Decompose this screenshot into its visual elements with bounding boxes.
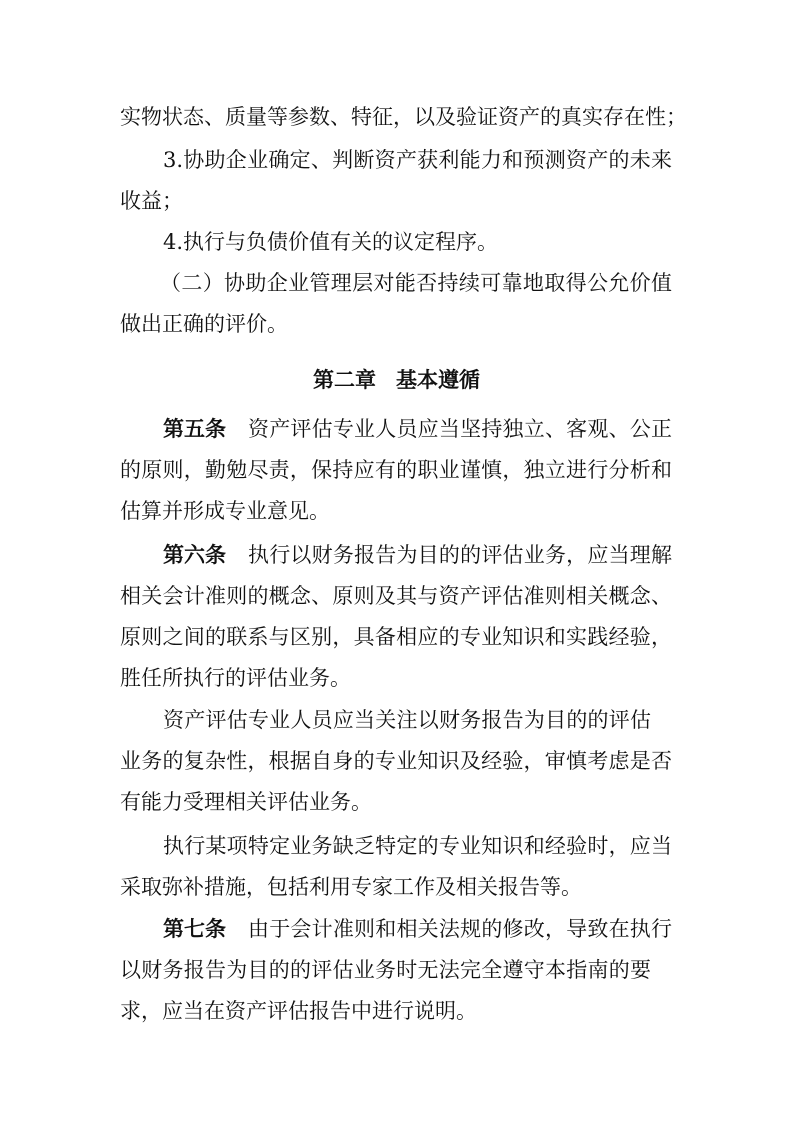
text-line: 采取弥补措施，包括利用专家工作及相关报告等。 (120, 875, 582, 899)
article-7-first-line (163, 914, 672, 944)
article-text: 由于会计准则和相关法规的修改，导致在执行 (248, 917, 672, 941)
article-label: 第六条 (163, 543, 226, 567)
text-line: 实物状态、质量等参数、特征，以及验证资产的真实存在性； (120, 105, 687, 129)
article-text: 资产评估专业人员应当坚持独立、客观、公正 (248, 417, 672, 441)
list-item-2: （二）协助企业管理层对能否持续可靠地取得公允价值 (160, 271, 672, 295)
text-line: 胜任所执行的评估业务。 (120, 666, 351, 690)
text-line: 业务的复杂性，根据自身的专业知识及经验，审慎考虑是否 (120, 749, 672, 773)
text-line: 求，应当在资产评估报告中进行说明。 (120, 999, 477, 1023)
text-line: 有能力受理相关评估业务。 (120, 790, 372, 814)
article-text: 执行以财务报告为目的的评估业务，应当理解 (248, 543, 672, 567)
list-item-4: 4.执行与负债价值有关的议定程序。 (163, 230, 499, 254)
text-line: 的原则，勤勉尽责，保持应有的职业谨慎，独立进行分析和 (120, 458, 672, 482)
text-line: 原则之间的联系与区别，具备相应的专业知识和实践经验， (120, 625, 672, 649)
text-line: 收益； (120, 189, 183, 213)
chapter-heading (0, 364, 793, 396)
chapter-number: 第二章 (313, 368, 376, 392)
chapter-title: 基本遵循 (396, 368, 480, 392)
text-line: 执行某项特定业务缺乏特定的专业知识和经验时，应当 (163, 834, 672, 858)
text-line: 资产评估专业人员应当关注以财务报告为目的的评估 (163, 708, 651, 732)
article-label: 第五条 (163, 417, 226, 441)
text-line: 估算并形成专业意见。 (120, 499, 330, 523)
text-line: 以财务报告为目的的评估业务时无法完全遵守本指南的要 (120, 958, 651, 982)
article-6-first-line (163, 540, 672, 570)
text-line: 做出正确的评价。 (120, 312, 288, 336)
article-5-first-line (163, 414, 672, 444)
article-label: 第七条 (163, 917, 226, 941)
list-item-3: 3.协助企业确定、判断资产获利能力和预测资产的未来 (163, 148, 672, 172)
text-line: 相关会计准则的概念、原则及其与资产评估准则相关概念、 (120, 584, 672, 608)
